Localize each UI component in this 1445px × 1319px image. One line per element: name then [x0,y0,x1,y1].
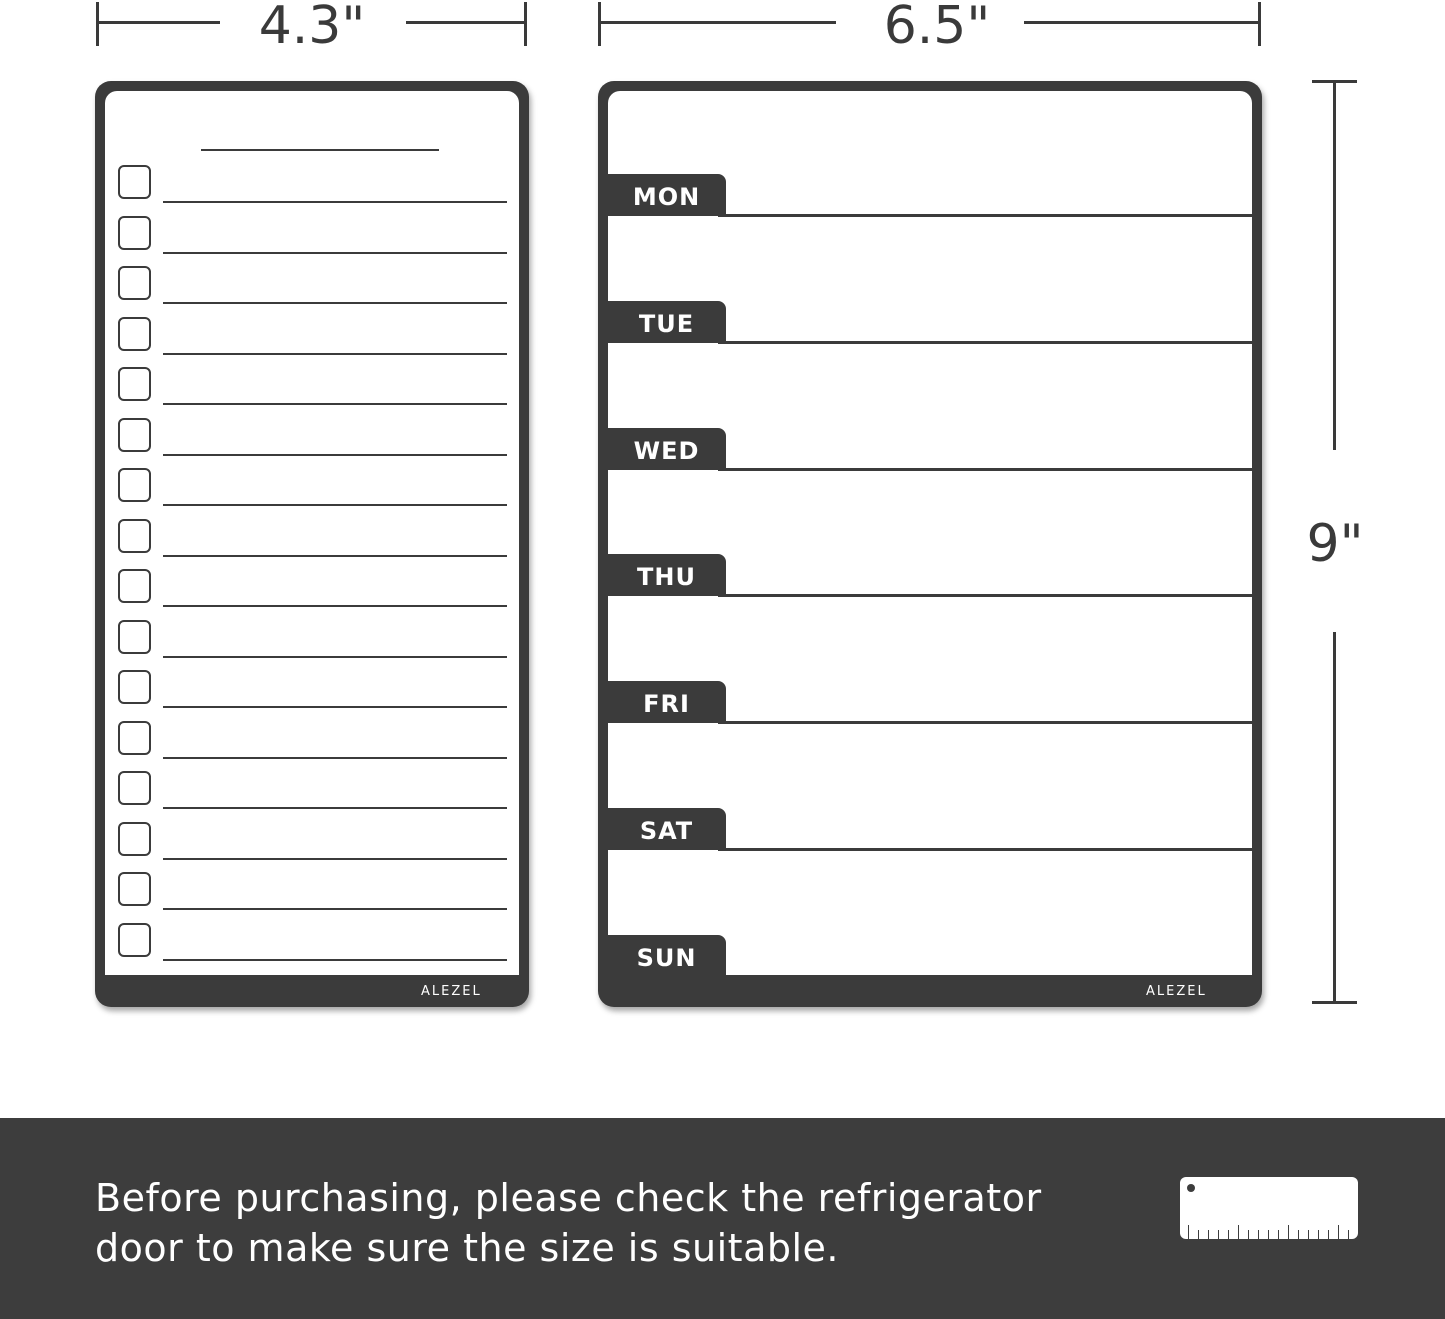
dimension-end-cap [1258,2,1261,46]
todo-write-line [163,959,507,961]
ruler-tick [1228,1230,1229,1239]
dimension-line [1333,632,1336,1004]
todo-write-line [163,403,507,405]
day-tab-thu: THU [607,554,726,596]
dimension-line [406,21,527,24]
ruler-tick [1278,1230,1279,1239]
day-write-line [718,214,1252,217]
todo-write-line [163,555,507,557]
brand-logo: ALEZEL [421,984,482,999]
dimension-end-cap [96,2,99,46]
todo-checkbox[interactable] [118,670,151,704]
weekly-planner-board [598,81,1262,1007]
ruler-tick [1348,1230,1349,1239]
todo-list-surface [105,91,519,975]
todo-list-board [95,81,529,1007]
ruler-tick [1258,1230,1259,1239]
day-tab-tue: TUE [607,301,726,343]
todo-write-line [163,201,507,203]
todo-checkbox[interactable] [118,822,151,856]
todo-write-line [163,807,507,809]
width-label-left: 4.3" [258,0,366,56]
size-notice [95,1173,1165,1273]
todo-checkbox[interactable] [118,620,151,654]
day-write-line [718,341,1252,344]
todo-write-line [163,454,507,456]
day-write-line [718,848,1252,851]
ruler-tick [1188,1225,1189,1239]
todo-write-line [163,302,507,304]
day-write-line [718,721,1252,724]
ruler-tick [1328,1230,1329,1239]
ruler-hole [1187,1184,1195,1192]
dimension-line [1333,80,1336,450]
ruler-tick [1198,1230,1199,1239]
todo-write-line [163,504,507,506]
day-tab-fri: FRI [607,681,726,723]
todo-checkbox[interactable] [118,266,151,300]
day-tab-sat: SAT [607,808,726,850]
ruler-tick [1338,1225,1339,1239]
dimension-end-cap [524,2,527,46]
day-tab-sun: SUN [607,935,726,977]
notice-line-1: Before purchasing, please check the refrigerator [95,1176,1042,1220]
ruler-tick [1318,1230,1319,1239]
todo-checkbox[interactable] [118,923,151,957]
todo-checkbox[interactable] [118,367,151,401]
dimension-end-cap [598,2,601,46]
dimension-end-cap [1312,1001,1357,1004]
dimension-line [598,21,836,24]
ruler-tick [1268,1230,1269,1239]
todo-write-line [163,605,507,607]
todo-write-line [163,858,507,860]
day-write-line [718,468,1252,471]
todo-write-line [163,353,507,355]
ruler-tick [1308,1230,1309,1239]
todo-write-line [163,757,507,759]
ruler-tick [1248,1230,1249,1239]
title-line [201,149,439,151]
footer-banner [0,1118,1445,1319]
todo-write-line [163,706,507,708]
dimension-line [1024,21,1261,24]
width-label-right: 6.5" [883,0,991,56]
ruler-tick [1298,1230,1299,1239]
ruler-icon [1180,1177,1358,1239]
ruler-tick [1208,1230,1209,1239]
todo-checkbox[interactable] [118,569,151,603]
todo-checkbox[interactable] [118,418,151,452]
day-write-line [718,594,1252,597]
todo-checkbox[interactable] [118,216,151,250]
todo-checkbox[interactable] [118,317,151,351]
day-tab-mon: MON [607,174,726,216]
todo-write-line [163,252,507,254]
todo-checkbox[interactable] [118,165,151,199]
todo-write-line [163,908,507,910]
todo-checkbox[interactable] [118,771,151,805]
todo-checkbox[interactable] [118,721,151,755]
dimension-line [96,21,220,24]
height-label: 9" [1306,514,1364,574]
brand-logo: ALEZEL [1146,984,1207,999]
ruler-tick [1288,1225,1289,1239]
ruler-tick [1218,1230,1219,1239]
todo-checkbox[interactable] [118,872,151,906]
todo-write-line [163,656,507,658]
todo-checkbox[interactable] [118,519,151,553]
ruler-tick [1238,1225,1239,1239]
todo-checkbox[interactable] [118,468,151,502]
notice-line-2: door to make sure the size is suitable. [95,1226,839,1270]
day-tab-wed: WED [607,428,726,470]
